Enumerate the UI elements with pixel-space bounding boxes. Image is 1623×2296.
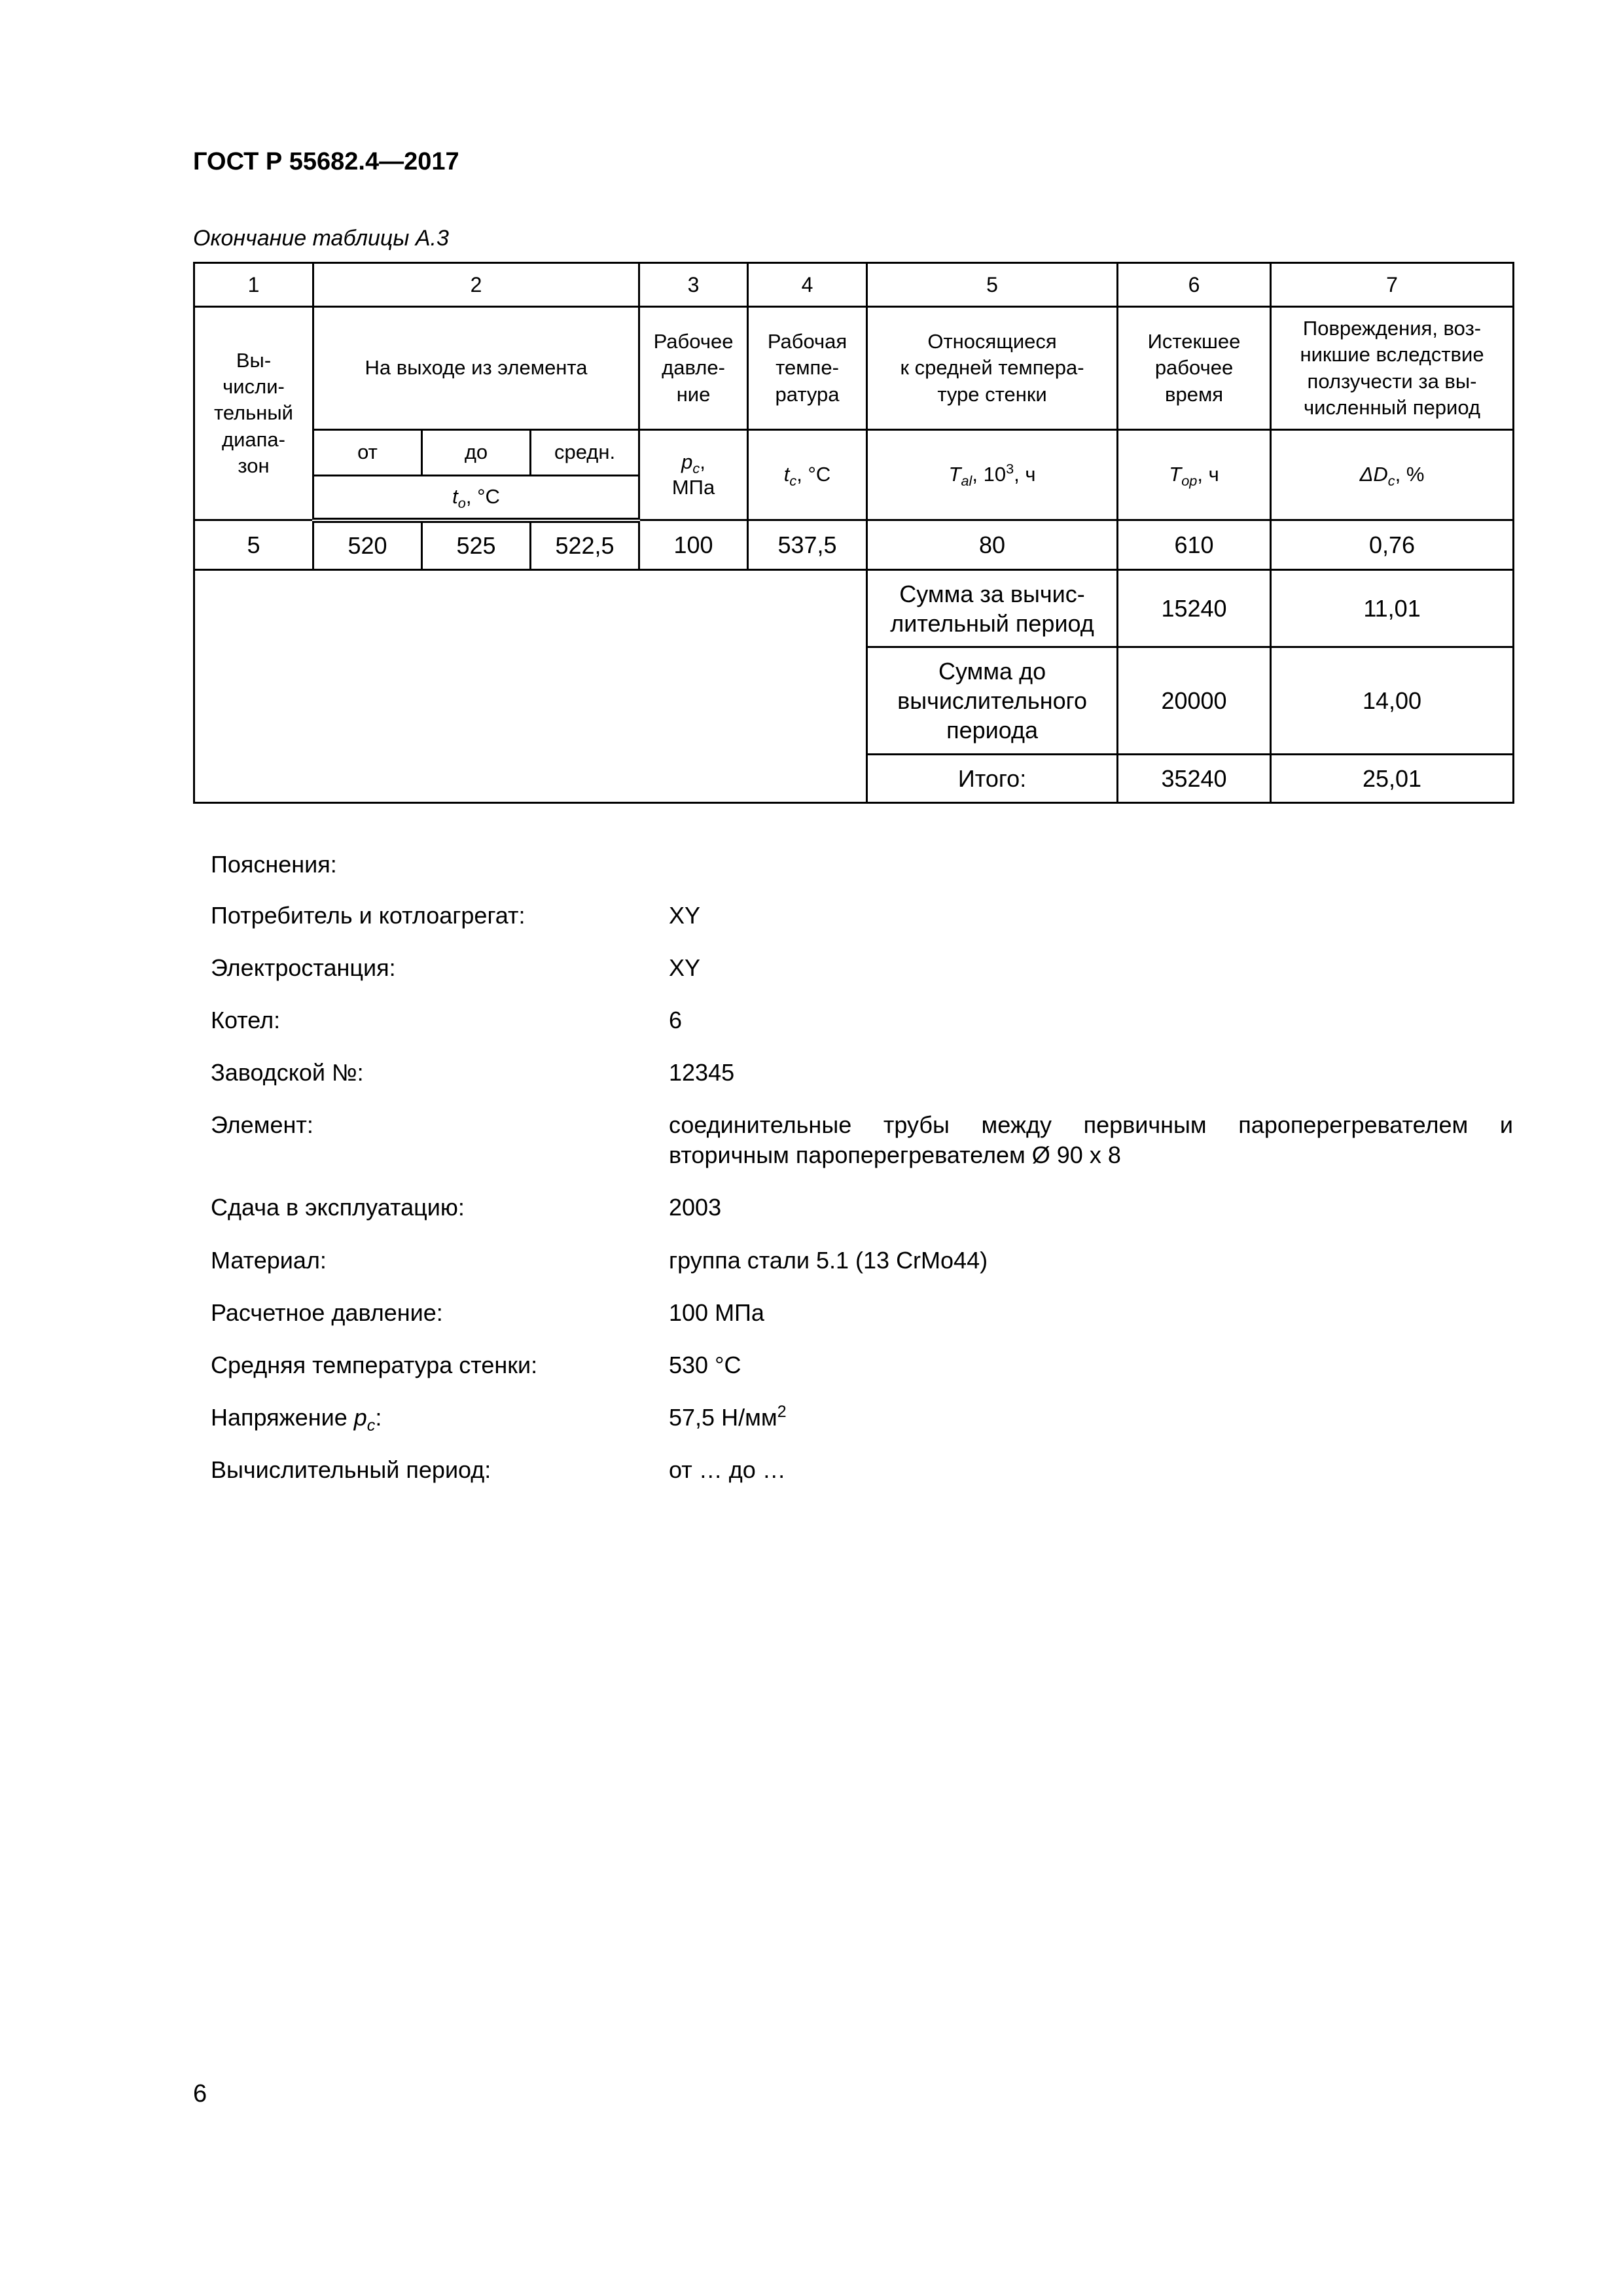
header-calc-range: Вы- числи- тельный диапа- зон [194, 307, 313, 520]
note-row [211, 1005, 1513, 1035]
note-value: 57,5 $Н/мм^2$ [669, 1402, 787, 1431]
note-label: Электростанция: [211, 954, 396, 982]
damage-table [193, 262, 1514, 804]
header-elapsed-time: Истекшее рабочее время [1118, 307, 1271, 430]
col-number: 6 [1118, 263, 1271, 307]
unit-pressure: $p_c$, МПа [639, 430, 748, 520]
col-number: 2 [313, 263, 639, 307]
header-wall-temp: Относящиеся к средней темпера- туре стенки [867, 307, 1118, 430]
cell-elapsed-time: 610 [1118, 520, 1271, 570]
note-row [211, 1455, 1513, 1485]
summary-label: Сумма до вычислительного периода [867, 647, 1118, 755]
note-value: 100 МПа [669, 1299, 764, 1326]
unit-elapsed-time: $T_{op}$, ч [1118, 430, 1271, 520]
note-value: 12345 [669, 1059, 735, 1086]
col-number: 7 [1271, 263, 1514, 307]
unit-damage: $\Delta D_c$, % [1271, 430, 1514, 520]
col-number: 4 [748, 263, 867, 307]
table-row [194, 520, 1514, 570]
note-value: от … до … [669, 1456, 786, 1483]
header-temperature: Рабочая темпе- ратура [748, 307, 867, 430]
empty-area [194, 570, 867, 803]
page-number: 6 [193, 2080, 207, 2108]
note-row-stress [211, 1403, 1513, 1433]
header-outlet: На выходе из элемента [313, 307, 639, 430]
note-row [211, 1110, 1513, 1170]
note-label: Средняя температура стенки: [211, 1351, 538, 1378]
document-header: ГОСТ Р 55682.4—2017 [193, 148, 459, 175]
header-damage: Повреждения, воз- никшие вследствие ползучести за вы- численный период [1271, 307, 1514, 430]
explanations-title: Пояснения: [211, 851, 337, 878]
col-number: 5 [867, 263, 1118, 307]
unit-temperature: $t_c$, °C [748, 430, 867, 520]
subheader-avg: средн. [531, 430, 639, 476]
subheader-from: от [313, 430, 422, 476]
note-value: соединительные трубы между первичным пароперегревателем и вторичным пароперегревателем Ø 90 x 8 [669, 1111, 1513, 1169]
note-value: XY [669, 954, 701, 982]
total-damage: 25,01 [1271, 755, 1514, 803]
explanations [211, 851, 1513, 1507]
summary-damage: 11,01 [1271, 570, 1514, 647]
col-number: 3 [639, 263, 748, 307]
note-row [211, 901, 1513, 931]
note-row [211, 953, 1513, 983]
note-row [211, 1298, 1513, 1328]
cell-pressure: 100 [639, 520, 748, 570]
cell-from: 520 [313, 520, 422, 570]
unit-wall-time: $T_{al}$, $10^3$, ч [867, 430, 1118, 520]
cell-range: 5 [194, 520, 313, 570]
note-label: Потребитель и котлоагрегат: [211, 902, 526, 929]
note-label: Элемент: [211, 1111, 313, 1139]
note-label: Напряжение $p_c$: [211, 1403, 382, 1435]
summary-time: 15240 [1118, 570, 1271, 647]
note-value: группа стали 5.1 (13 CrMo44) [669, 1246, 988, 1274]
header-row [194, 307, 1514, 430]
subheader-row [194, 430, 1514, 476]
subheader-to: до [422, 430, 531, 476]
summary-label: Сумма за вычис- лительный период [867, 570, 1118, 647]
note-row [211, 1246, 1513, 1276]
note-value: 530 °C [669, 1351, 741, 1378]
table-caption: Окончание таблицы А.3 [193, 226, 449, 251]
note-label: Котел: [211, 1007, 281, 1034]
cell-damage: 0,76 [1271, 520, 1514, 570]
note-label: Материал: [211, 1246, 327, 1274]
total-label: Итого: [867, 755, 1118, 803]
summary-row [194, 570, 1514, 647]
note-row [211, 1058, 1513, 1088]
note-value: 6 [669, 1007, 683, 1034]
cell-to: 525 [422, 520, 531, 570]
note-value: 2003 [669, 1194, 722, 1221]
col-number: 1 [194, 263, 313, 307]
note-label: Сдача в эксплуатацию: [211, 1194, 465, 1221]
note-label: Расчетное давление: [211, 1299, 443, 1326]
cell-avg: 522,5 [531, 520, 639, 570]
column-number-row [194, 263, 1514, 307]
cell-wall-time: 80 [867, 520, 1118, 570]
note-label: Вычислительный период: [211, 1456, 491, 1483]
cell-temperature: 537,5 [748, 520, 867, 570]
summary-damage: 14,00 [1271, 647, 1514, 755]
summary-time: 20000 [1118, 647, 1271, 755]
note-row [211, 1193, 1513, 1223]
note-row [211, 1350, 1513, 1380]
unit-outlet-temp: $t_o$, °C [313, 476, 639, 520]
note-value: XY [669, 902, 701, 929]
note-label: Заводской №: [211, 1059, 364, 1086]
total-time: 35240 [1118, 755, 1271, 803]
header-pressure: Рабочее давле- ние [639, 307, 748, 430]
